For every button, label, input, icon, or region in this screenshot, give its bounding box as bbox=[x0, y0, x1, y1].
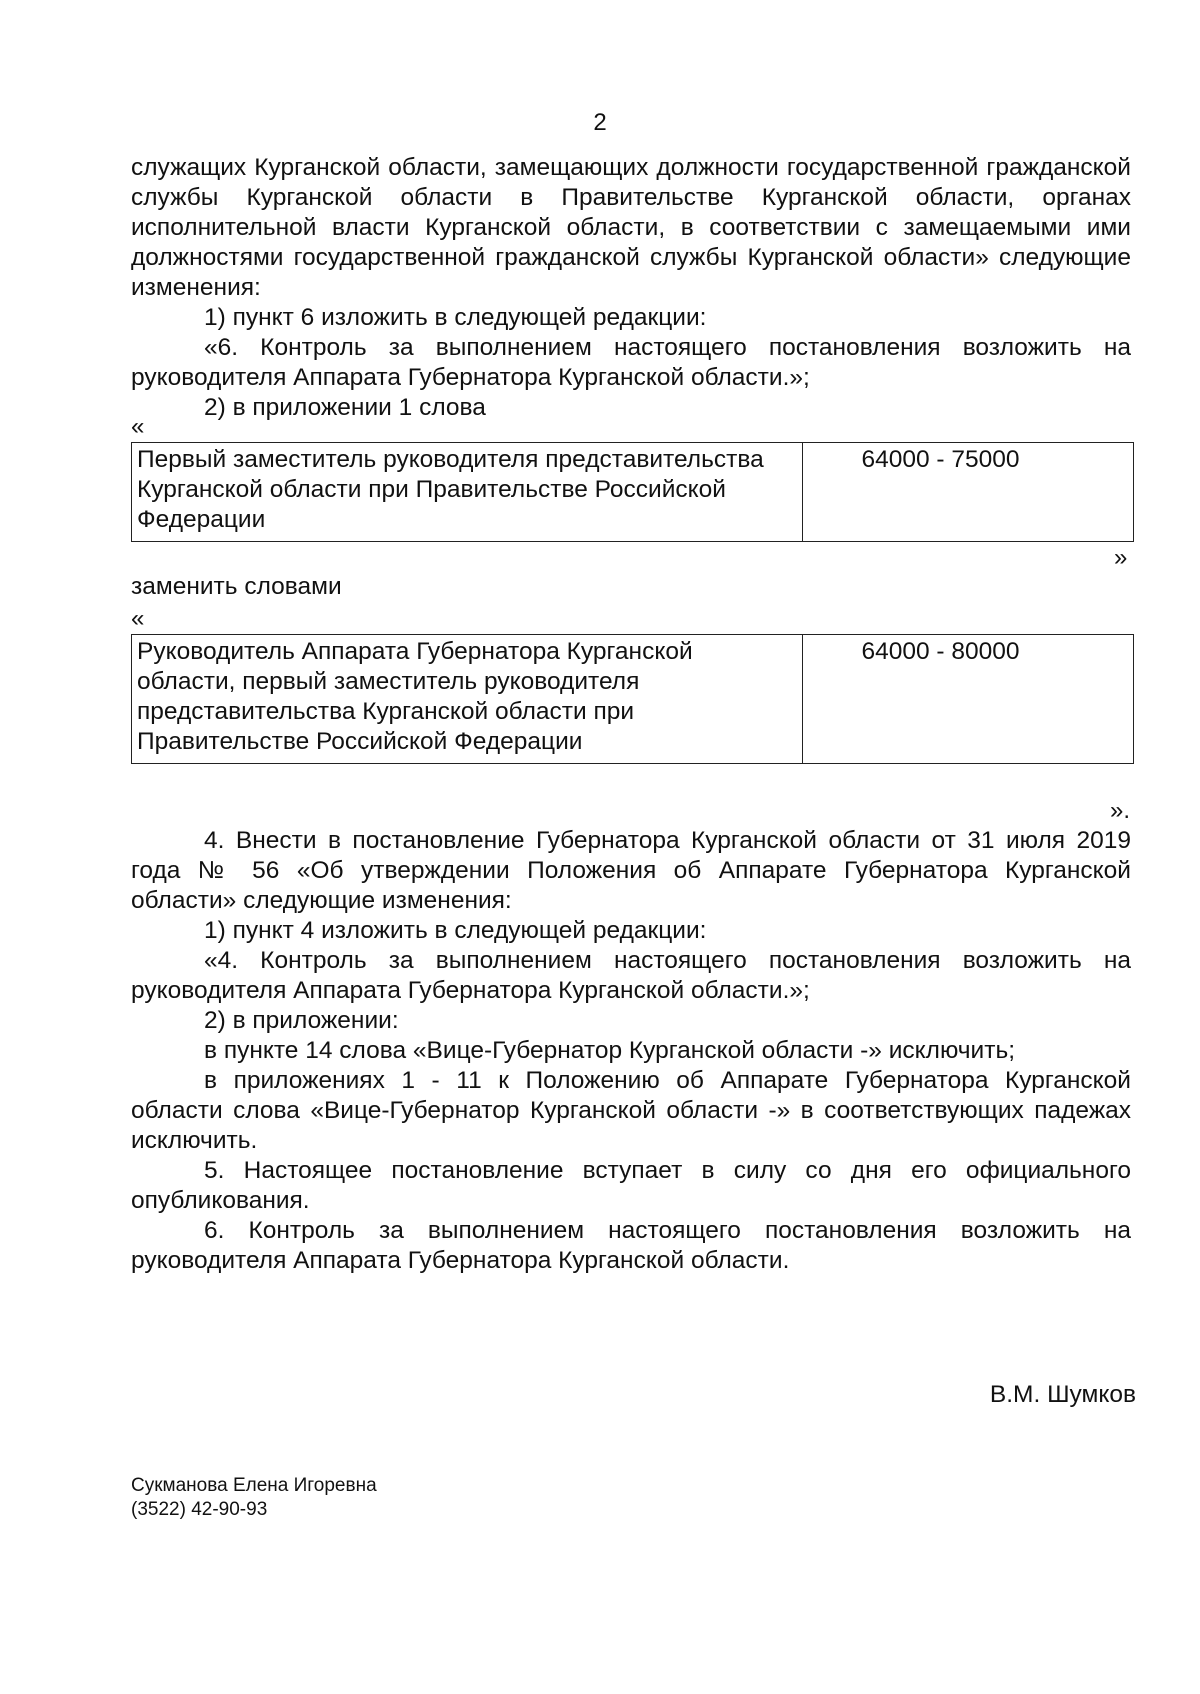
signature: В.М. Шумков bbox=[989, 1381, 1136, 1408]
item-1: 1) пункт 6 изложить в следующей редакции: bbox=[204, 304, 707, 331]
old-salary-cell: 64000 - 75000 bbox=[803, 443, 1134, 542]
replace-with-line: заменить словами bbox=[131, 573, 342, 600]
new-position-table bbox=[131, 634, 1134, 764]
open-quote-old: « bbox=[131, 413, 145, 440]
paragraph-4: 4. Внести в постановление Губернатора Курганской области от 31 июля 2019 года № 56 «Об утверждении Положения об Аппарате Губернатора Курганской области» следующие изменения: bbox=[131, 827, 1131, 914]
table-row bbox=[132, 635, 1134, 764]
close-quote-old: » bbox=[1114, 544, 1128, 571]
open-quote-new: « bbox=[131, 605, 145, 632]
executor-name: Сукманова Елена Игоревна bbox=[131, 1475, 377, 1496]
paragraph-4-item-2: 2) в приложении: bbox=[204, 1007, 399, 1034]
paragraph-4-item-1: 1) пункт 4 изложить в следующей редакции: bbox=[204, 917, 707, 944]
new-position-cell: Руководитель Аппарата Губернатора Курганской области, первый заместитель руководителя представительства Курганской области при Правительстве Российской Федерации bbox=[132, 635, 803, 764]
item-1-quote: «6. Контроль за выполнением настоящего постановления возложить на руководителя Аппарата Губернатора Курганской области.»; bbox=[131, 334, 1131, 391]
paragraph-6: 6. Контроль за выполнением настоящего постановления возложить на руководителя Аппарата Губернатора Курганской области. bbox=[131, 1217, 1131, 1274]
item-2: 2) в приложении 1 слова bbox=[204, 394, 486, 421]
paragraph-4-item-2-a: в пункте 14 слова «Вице-Губернатор Курганской области -» исключить; bbox=[204, 1037, 1016, 1064]
executor-phone: (3522) 42-90-93 bbox=[131, 1499, 268, 1520]
paragraph-5: 5. Настоящее постановление вступает в силу со дня его официального опубликования. bbox=[131, 1157, 1131, 1214]
main-section bbox=[131, 826, 1131, 1276]
old-position-cell: Первый заместитель руководителя представительства Курганской области при Правительстве Российской Федерации bbox=[132, 443, 803, 542]
executor-info bbox=[131, 1474, 377, 1522]
page-number: 2 bbox=[593, 109, 607, 136]
intro-paragraph: служащих Курганской области, замещающих должности государственной гражданской службы Курганской области в Правительстве Курганской области, органах исполнительной власти Курганской области, в соответствии с замещаемыми ими должностями государственной гражданской службы Курганской области» следующие изменения: bbox=[131, 154, 1131, 301]
close-quote-new: ». bbox=[1110, 797, 1131, 824]
intro-section bbox=[131, 153, 1131, 423]
old-position-table bbox=[131, 442, 1134, 542]
paragraph-4-item-1-quote: «4. Контроль за выполнением настоящего постановления возложить на руководителя Аппарата Губернатора Курганской области.»; bbox=[131, 947, 1131, 1004]
table-row bbox=[132, 443, 1134, 542]
paragraph-4-item-2-b: в приложениях 1 - 11 к Положению об Аппарате Губернатора Курганской области слова «Вице-Губернатор Курганской области -» в соответствующих падежах исключить. bbox=[131, 1067, 1131, 1154]
new-salary-cell: 64000 - 80000 bbox=[803, 635, 1134, 764]
